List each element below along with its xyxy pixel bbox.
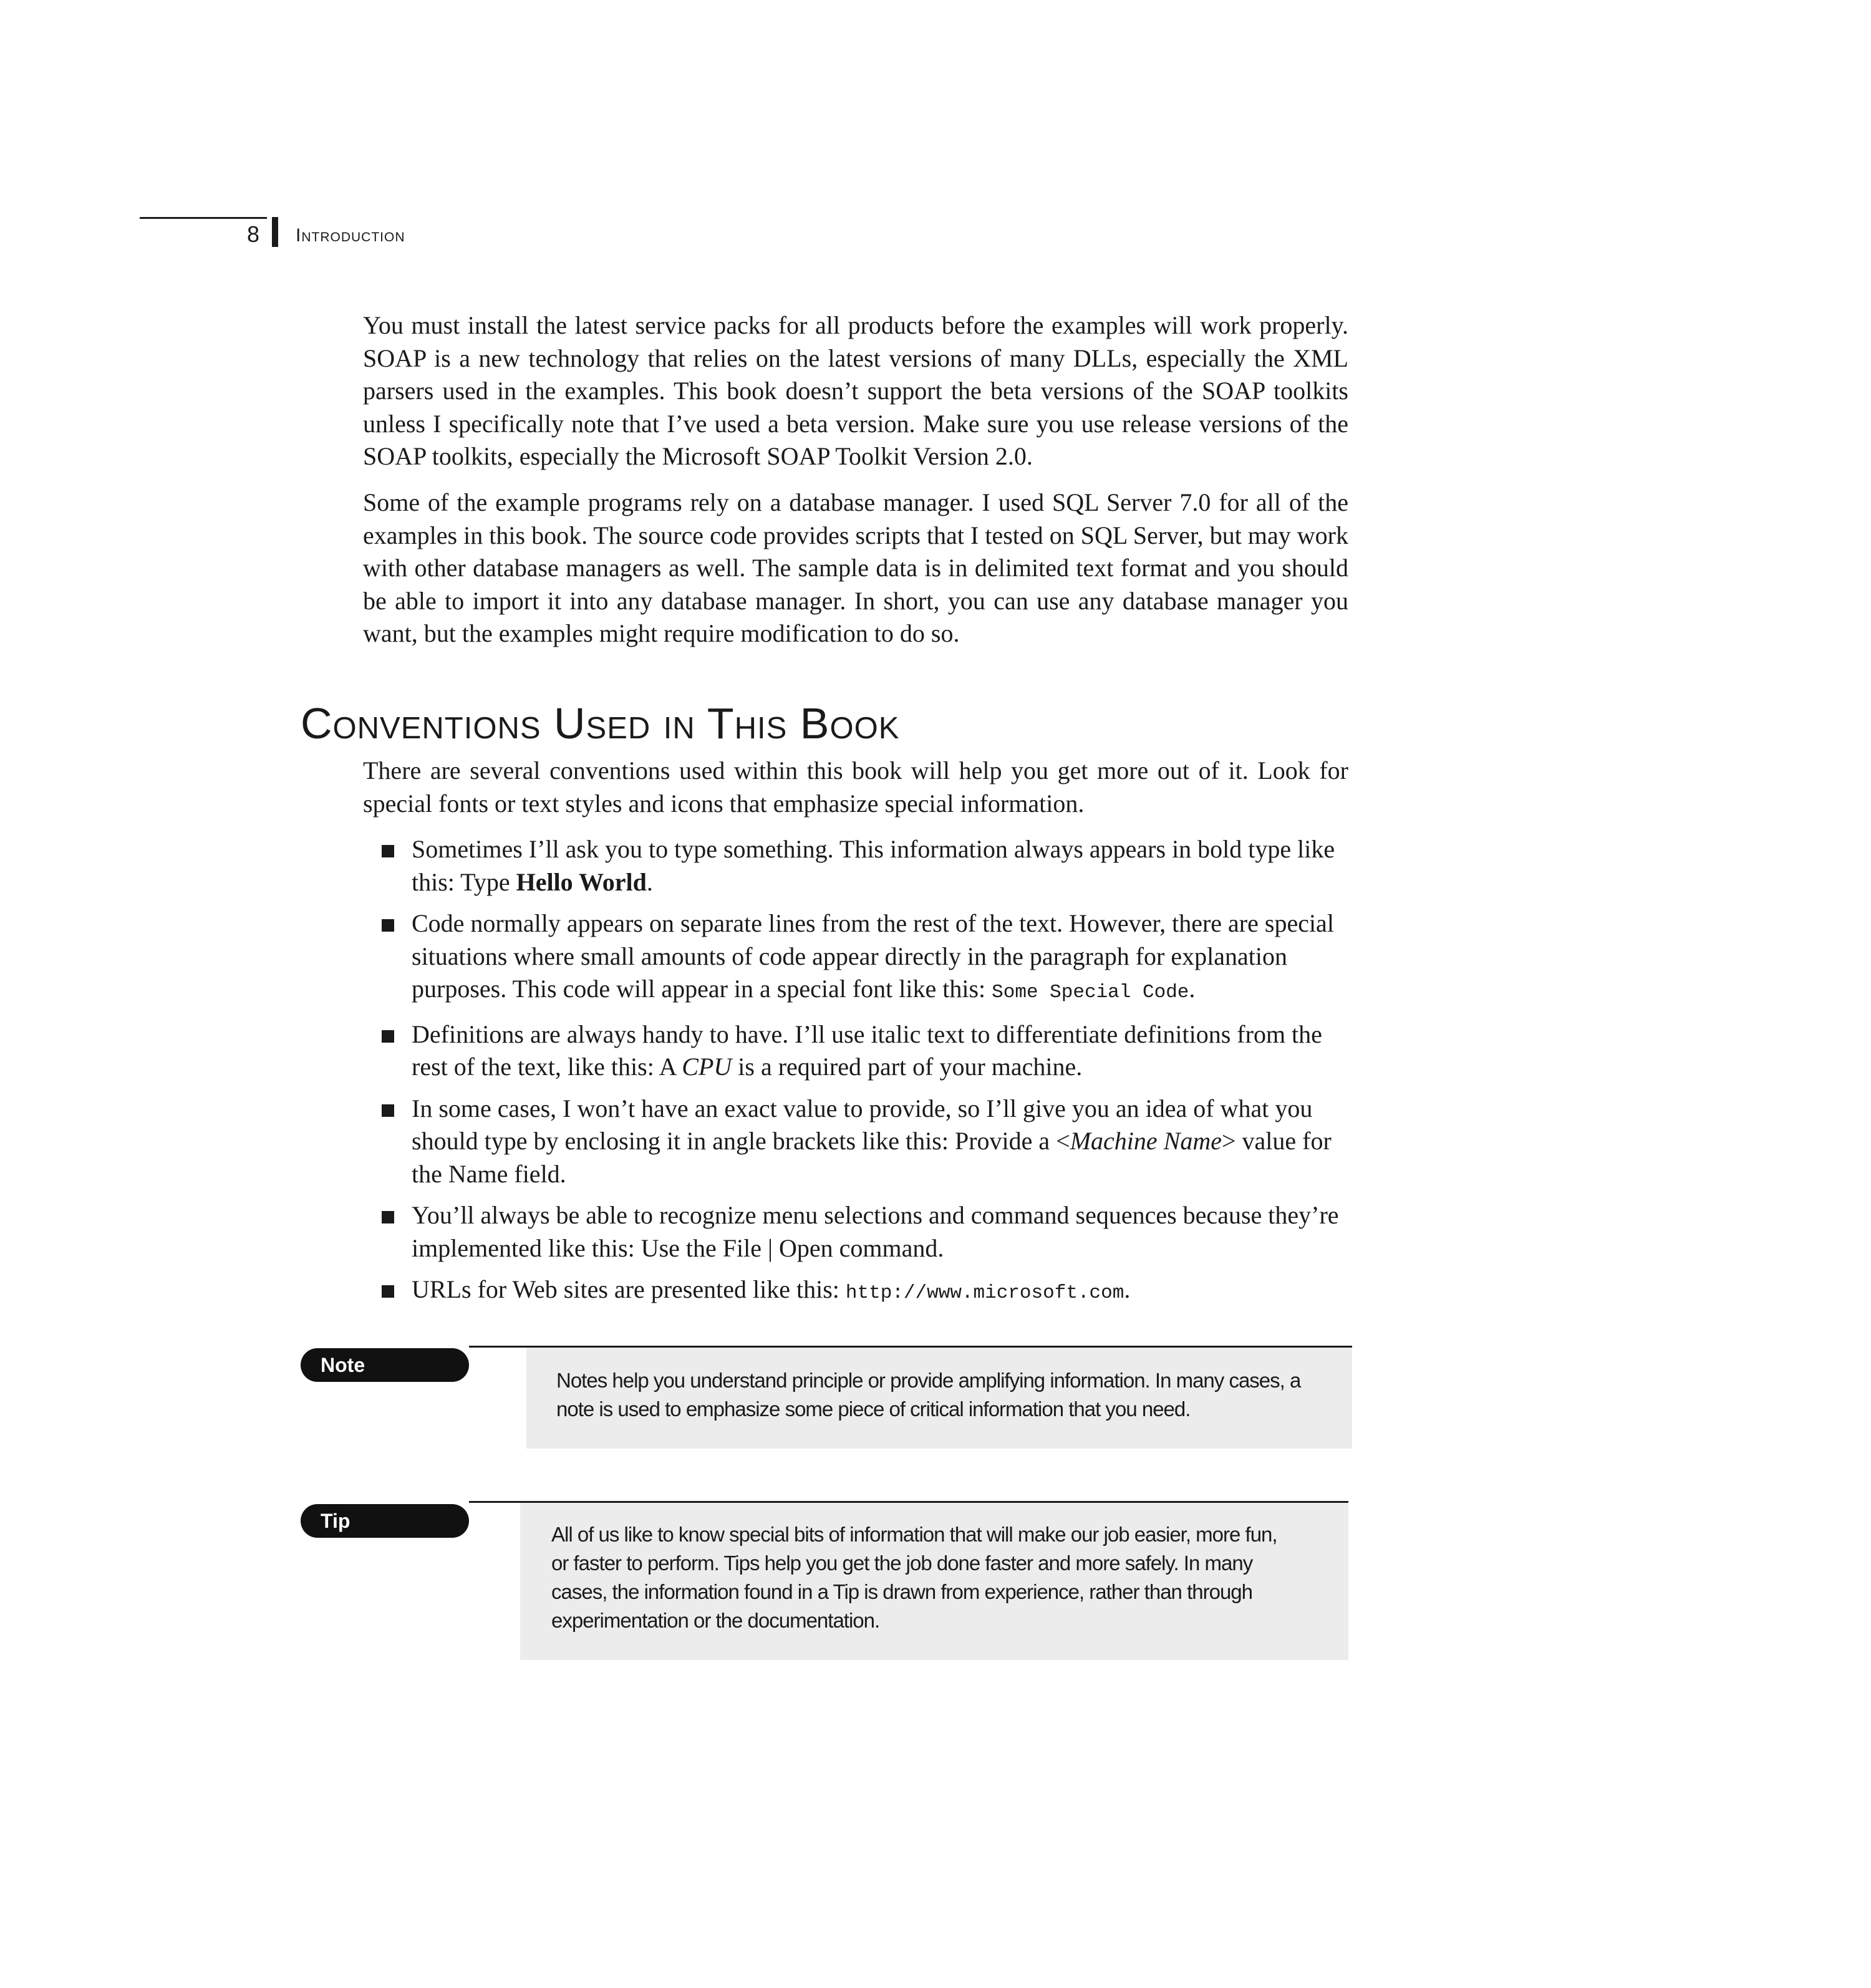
note-box [526,1348,1352,1449]
bold-example: Hello World [516,867,647,896]
italic-example: CPU [682,1053,732,1081]
tip-label: Tip [301,1504,469,1538]
running-title: Introduction [296,225,405,246]
placeholder-example: Machine Name [1070,1127,1222,1155]
bullet-square-icon [382,919,394,932]
header-rule [140,217,267,219]
section-heading: Conventions Used in This Book [301,699,900,748]
header-bar [272,217,278,247]
list-item: In some cases, I won’t have an exact value to provide, so I’ll give you an idea of what you should type by enclosing it in angle brackets like this: Provide a <Machine Name> value for the Name field. [379,1093,1347,1191]
list-item: Definitions are always handy to have. I’ll use italic text to differentiate definitions from the rest of the text, like this: A CPU is a required part of your machine. [379,1018,1347,1084]
paragraph-database-manager: Some of the example programs rely on a database manager. I used SQL Server 7.0 for all of the examples in this book. The source code provides scripts that I tested on SQL Server, but may work with other database managers as well. The sample data is in delimited text format and you should be able to import it into any database manager. In short, you can use any database manager you want, but the examples might require modification to do so. [363,488,1348,647]
bullet-square-icon [382,1104,394,1117]
list-item: Sometimes I’ll ask you to type something. This information always appears in bold type like this: Type Hello World. [379,833,1347,899]
url-example: http://www.microsoft.com [845,1282,1124,1304]
bullet-square-icon [382,1211,394,1223]
note-label: Note [301,1348,469,1382]
note-text: Notes help you understand principle or provide amplifying information. In many cases, a note is used to emphasize some piece of critical information that you need. [556,1369,1301,1421]
bullet-square-icon [382,1285,394,1298]
bullet-square-icon [382,845,394,857]
list-item: You’ll always be able to recognize menu selections and command sequences because they’re implemented like this: Use the File | Open command. [379,1199,1347,1265]
section-intro: There are several conventions used within this book will help you get more out of it. Look for special fonts or text styles and icons that emphasize special information. [363,756,1348,818]
page-number: 8 [247,221,260,247]
bullet-square-icon [382,1030,394,1043]
paragraph-service-packs: You must install the latest service packs for all products before the examples will work properly. SOAP is a new technology that relies on the latest versions of many DLLs, especially the XML parsers used in the examples. This book doesn’t support the beta versions of the SOAP toolkits unless I specifically note that I’ve used a beta version. Make sure you use release versions of the SOAP toolkits, especially the Microsoft SOAP Toolkit Version 2.0. [363,311,1348,470]
tip-box [520,1503,1348,1660]
tip-text: All of us like to know special bits of information that will make our job easier, more fun, or faster to perform. Tips help you get the job done faster and more safely. In many cases, the information found in a Tip is drawn from experience, rather than through experimentation or the documentation. [551,1523,1277,1632]
list-item: URLs for Web sites are presented like this: http://www.microsoft.com. [379,1273,1347,1310]
list-item: Code normally appears on separate lines from the rest of the text. However, there are special situations where small amounts of code appear directly in the paragraph for explanation purposes. This code will appear in a special font like this: Some Special Code. [379,907,1347,1010]
code-example: Some Special Code [992,982,1189,1003]
conventions-list [379,833,1347,1319]
